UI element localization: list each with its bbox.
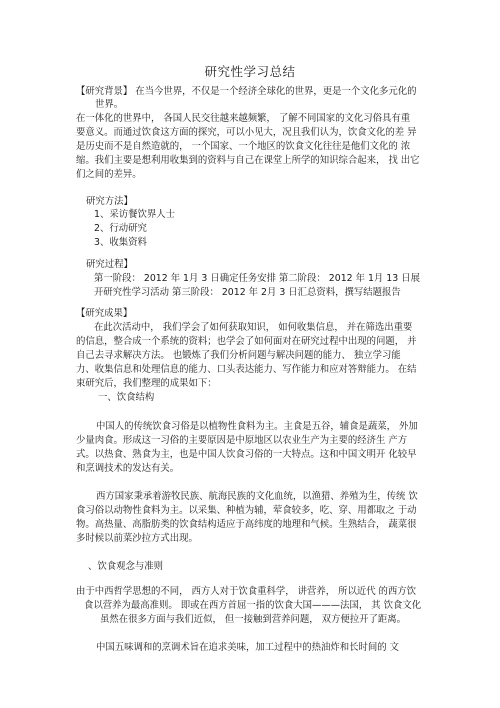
background-paragraph-line: 们之间的差异。 xyxy=(76,169,142,180)
section-heading-diet-structure: 一、饮食结构 xyxy=(98,392,155,403)
concepts-line: 虽然在很多方面与我们近似， 但一接触到营养问题， 双方便拉开了距离。 xyxy=(100,614,406,625)
chinese-diet-line: 中国人的传统饮食习俗是以植物性食料为主。主食是五谷，辅食是蔬菜， 外加 xyxy=(96,421,418,432)
western-diet-line: 食习俗以动物性食料为主。以采集、种植为辅，荤食较多，吃、穿、用都取之 于动 xyxy=(76,505,417,516)
results-paragraph-line: 自己去寻求解决方法。 也锻炼了我们分析问题与解决问题的能力、 独立学习能 xyxy=(76,350,401,361)
background-paragraph-line: 在一体化的世界中， 各国人民交往越来越频繁， 了解不同国家的文化习俗具有重 xyxy=(76,113,411,124)
background-paragraph-line: 缩。我们主要是想利用收集到的资料与自己在课堂上所学的知识综合起来， 找 出它 xyxy=(76,155,420,166)
chinese-diet-line: 少量肉食。形成这一习俗的主要原因是中原地区以农业生产为主要的经济生 产方 xyxy=(76,435,408,446)
methods-heading: 研究方法】 xyxy=(86,196,133,207)
western-diet-line: 物。高热量、高脂肪类的饮食结构适应于高纬度的地理和气候。生熟结合， 蔬菜很 xyxy=(76,519,417,530)
background-line-2: 世界。 xyxy=(95,99,124,110)
section-heading-diet-concepts: 、饮食观念与准则 xyxy=(88,561,164,572)
results-paragraph-line: 束研究后，我们整理的成果如下： xyxy=(76,378,217,389)
concepts-line: 由于中西哲学思想的不同， 西方人对于饮食重科学， 讲营养， 所以近代 的西方饮 xyxy=(76,586,417,597)
concepts-line: 食以营养为最高准则。 即或在西方首屈一指的饮食大国———法国， 其 饮食文化 xyxy=(84,600,422,611)
document-title: 研究性学习总结 xyxy=(204,64,296,79)
chinese-diet-line: 和烹调技术的发达有关。 xyxy=(76,463,180,474)
background-paragraph-line: 要意义。而通过饮食这方面的探究，可以小见大，况且我们认为，饮食文化的差 异 xyxy=(76,127,417,138)
results-paragraph-line: 在此次活动中， 我们学会了如何获取知识， 如何收集信息， 并在筛选出重要 xyxy=(94,322,413,333)
process-line-2: 开研究性学习活动 第三阶段： 2012 年 2月 3 日汇总资料，撰写结题报告 xyxy=(94,287,401,298)
western-diet-line: 多时候以前菜沙拉方式出现。 xyxy=(76,533,198,544)
methods-item: 2、行动研究 xyxy=(94,223,147,234)
background-line-1: 【研究背景】 在当今世界，不仅是一个经济全球化的世界，更是一个文化多元化的 xyxy=(76,86,417,97)
methods-item: 1、采访餐饮界人士 xyxy=(94,209,175,220)
chinese-diet-line: 式。以热食、熟食为主，也是中国人饮食习俗的一大特点。这和中国文明开 化较早 xyxy=(76,449,417,460)
background-paragraph-line: 是历史而不是自然造就的， 一个国家、一个地区的饮食文化往往是他们文化的 浓 xyxy=(76,141,411,152)
process-heading: 研究过程】 xyxy=(86,259,133,270)
results-heading: 【研究成果】 xyxy=(76,308,133,319)
results-paragraph-line: 力、收集信息和处理信息的能力、口头表达能力、写作能力和应对答辩能力。 在结 xyxy=(76,364,417,375)
results-paragraph-line: 的信息，整合成一个系统的资料；也学会了如何面对在研究过程中出现的问题， 并 xyxy=(76,336,417,347)
methods-item: 3、收集资料 xyxy=(94,237,147,248)
concepts-line: 中国五味调和的烹调术旨在追求美味，加工过程中的热油炸和长时间的 文 xyxy=(96,642,399,653)
process-line-1: 第一阶段： 2012 年 1月 3 日确定任务安排 第二阶段： 2012 年 1月 13 日展 xyxy=(94,273,420,284)
western-diet-line: 西方国家秉承着游牧民族、航海民族的文化血统，以渔猎、养殖为生，传统 饮 xyxy=(96,491,418,502)
